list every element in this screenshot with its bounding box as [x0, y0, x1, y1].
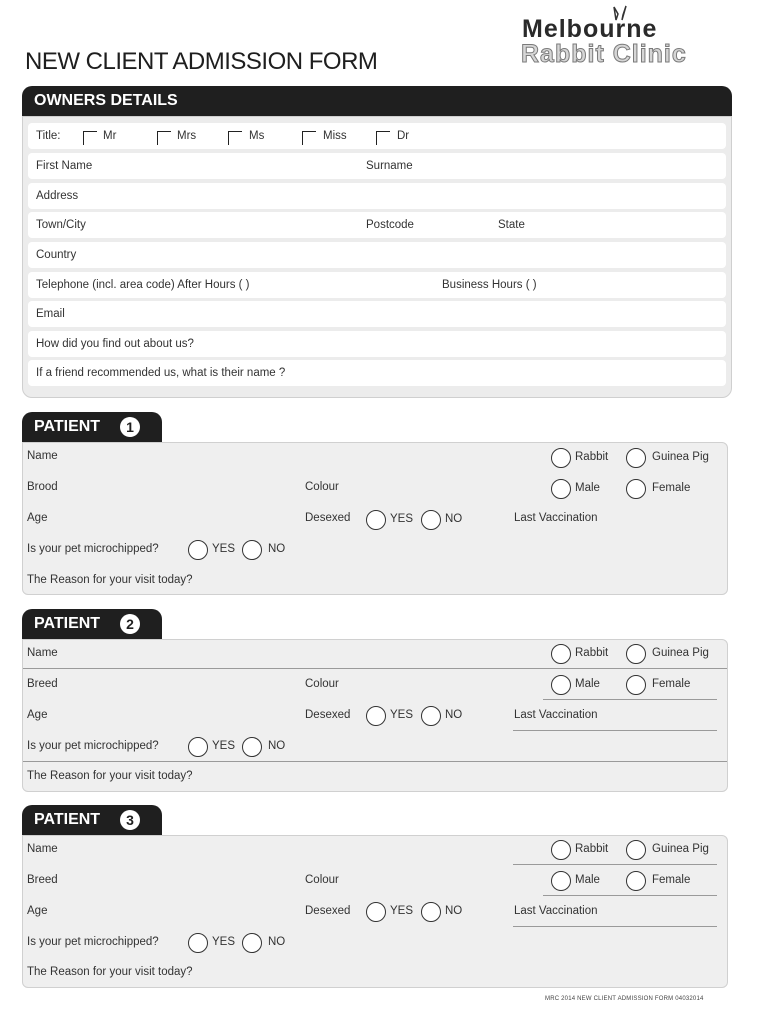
microchipped-label: Is your pet microchipped?	[27, 543, 159, 555]
rabbit-label: Rabbit	[575, 843, 609, 855]
name-label: Name	[27, 450, 58, 462]
title-miss-checkbox[interactable]	[302, 131, 316, 145]
female-radio[interactable]	[626, 871, 646, 891]
breed-label: Breed	[27, 874, 58, 886]
title-dr-checkbox[interactable]	[376, 131, 390, 145]
microchipped-yes-radio[interactable]	[188, 933, 208, 953]
address-row[interactable]	[28, 183, 726, 209]
microchipped-yes-radio[interactable]	[188, 540, 208, 560]
reason-label: The Reason for your visit today?	[27, 574, 193, 586]
guinea-pig-label: Guinea Pig	[652, 647, 709, 659]
desexed-no-radio[interactable]	[421, 706, 441, 726]
breed-label: Brood	[27, 481, 58, 493]
title-ms-checkbox[interactable]	[228, 131, 242, 145]
friend-label: If a friend recommended us, what is their name ?	[36, 367, 286, 379]
patient-1-header	[22, 412, 162, 442]
email-row[interactable]	[28, 301, 726, 327]
female-radio[interactable]	[626, 479, 646, 499]
patient-2-header	[22, 609, 162, 639]
microchipped-label: Is your pet microchipped?	[27, 740, 159, 752]
microchipped-no-radio[interactable]	[242, 540, 262, 560]
owners-details-header	[22, 86, 732, 116]
breed-label: Breed	[27, 678, 58, 690]
logo-melbourne: Melbourne	[522, 15, 658, 43]
colour-label: Colour	[305, 678, 339, 690]
colour-label: Colour	[305, 874, 339, 886]
desexed-no-radio[interactable]	[421, 510, 441, 530]
state-label: State	[498, 219, 525, 231]
country-label: Country	[36, 249, 77, 261]
title-mrs-checkbox[interactable]	[157, 131, 171, 145]
reason-label: The Reason for your visit today?	[27, 966, 193, 978]
guinea-pig-radio[interactable]	[626, 644, 646, 664]
desexed-no-label: NO	[445, 513, 463, 525]
address-label: Address	[36, 190, 79, 202]
patient-3-section	[22, 835, 728, 988]
title-row	[28, 123, 726, 149]
title-dr-label: Dr	[397, 130, 410, 142]
microchipped-yes-label: YES	[212, 936, 236, 948]
country-row[interactable]	[28, 242, 726, 268]
title-ms-label: Ms	[249, 130, 265, 142]
patient-number-badge: 2	[120, 614, 140, 634]
colour-label: Colour	[305, 481, 339, 493]
form-title: NEW CLIENT ADMISSION FORM	[25, 48, 378, 75]
reason-label: The Reason for your visit today?	[27, 770, 193, 782]
rabbit-radio[interactable]	[551, 840, 571, 860]
female-label: Female	[652, 482, 691, 494]
name-label: Name	[27, 647, 58, 659]
row-divider	[543, 699, 717, 700]
patient-3-header	[22, 805, 162, 835]
patient-heading: PATIENT	[34, 811, 101, 828]
desexed-yes-label: YES	[390, 905, 414, 917]
find-out-label: How did you find out about us?	[36, 338, 194, 350]
surname-label: Surname	[366, 160, 413, 172]
microchipped-no-radio[interactable]	[242, 933, 262, 953]
age-label: Age	[27, 512, 48, 524]
desexed-yes-radio[interactable]	[366, 510, 386, 530]
desexed-yes-radio[interactable]	[366, 706, 386, 726]
microchipped-no-label: NO	[268, 543, 286, 555]
guinea-pig-label: Guinea Pig	[652, 843, 709, 855]
owners-details-section	[22, 116, 732, 398]
patient-number-badge: 3	[120, 810, 140, 830]
patient-number-badge: 1	[120, 417, 140, 437]
desexed-yes-radio[interactable]	[366, 902, 386, 922]
microchipped-yes-label: YES	[212, 543, 236, 555]
guinea-pig-radio[interactable]	[626, 448, 646, 468]
postcode-label: Postcode	[366, 219, 414, 231]
male-label: Male	[575, 482, 600, 494]
row-divider	[543, 895, 717, 896]
owners-details-heading: OWNERS DETAILS	[34, 92, 178, 109]
email-label: Email	[36, 308, 65, 320]
title-mr-label: Mr	[103, 130, 117, 142]
last-vaccination-label: Last Vaccination	[514, 709, 598, 721]
male-label: Male	[575, 678, 600, 690]
patient-heading: PATIENT	[34, 418, 101, 435]
name-label: Name	[27, 843, 58, 855]
last-vaccination-label: Last Vaccination	[514, 512, 598, 524]
male-label: Male	[575, 874, 600, 886]
form-footer: MRC 2014 NEW CLIENT ADMISSION FORM 04032014	[545, 996, 704, 1002]
female-label: Female	[652, 874, 691, 886]
age-label: Age	[27, 709, 48, 721]
title-miss-label: Miss	[323, 130, 347, 142]
desexed-no-radio[interactable]	[421, 902, 441, 922]
find-out-row[interactable]	[28, 331, 726, 357]
male-radio[interactable]	[551, 479, 571, 499]
male-radio[interactable]	[551, 675, 571, 695]
microchipped-no-label: NO	[268, 936, 286, 948]
town-label: Town/City	[36, 219, 86, 231]
patient-1-section	[22, 442, 728, 595]
row-divider	[513, 926, 717, 927]
male-radio[interactable]	[551, 871, 571, 891]
telephone-label: Telephone (incl. area code) After Hours ( )	[36, 279, 250, 291]
title-mr-checkbox[interactable]	[83, 131, 97, 145]
row-divider	[23, 761, 727, 762]
desexed-label: Desexed	[305, 905, 351, 917]
desexed-label: Desexed	[305, 709, 351, 721]
patient-2-section	[22, 639, 728, 792]
microchipped-label: Is your pet microchipped?	[27, 936, 159, 948]
rabbit-label: Rabbit	[575, 451, 609, 463]
desexed-yes-label: YES	[390, 513, 414, 525]
patient-heading: PATIENT	[34, 615, 101, 632]
microchipped-no-radio[interactable]	[242, 737, 262, 757]
telephone-row[interactable]	[28, 272, 726, 298]
microchipped-yes-radio[interactable]	[188, 737, 208, 757]
title-mrs-label: Mrs	[177, 130, 197, 142]
desexed-label: Desexed	[305, 512, 351, 524]
town-row[interactable]	[28, 212, 726, 238]
row-divider	[513, 864, 717, 865]
guinea-pig-radio[interactable]	[626, 840, 646, 860]
name-row[interactable]	[28, 153, 726, 179]
rabbit-label: Rabbit	[575, 647, 609, 659]
desexed-no-label: NO	[445, 709, 463, 721]
row-divider	[23, 668, 727, 669]
logo-rabbit-clinic: Rabbit Clinic	[521, 40, 687, 68]
rabbit-radio[interactable]	[551, 644, 571, 664]
microchipped-yes-label: YES	[212, 740, 236, 752]
friend-row[interactable]	[28, 360, 726, 386]
guinea-pig-label: Guinea Pig	[652, 451, 709, 463]
desexed-yes-label: YES	[390, 709, 414, 721]
desexed-no-label: NO	[445, 905, 463, 917]
female-radio[interactable]	[626, 675, 646, 695]
row-divider	[513, 730, 717, 731]
business-hours-label: Business Hours ( )	[442, 279, 537, 291]
last-vaccination-label: Last Vaccination	[514, 905, 598, 917]
first-name-label: First Name	[36, 160, 93, 172]
rabbit-radio[interactable]	[551, 448, 571, 468]
female-label: Female	[652, 678, 691, 690]
microchipped-no-label: NO	[268, 740, 286, 752]
age-label: Age	[27, 905, 48, 917]
title-label: Title:	[36, 130, 61, 142]
